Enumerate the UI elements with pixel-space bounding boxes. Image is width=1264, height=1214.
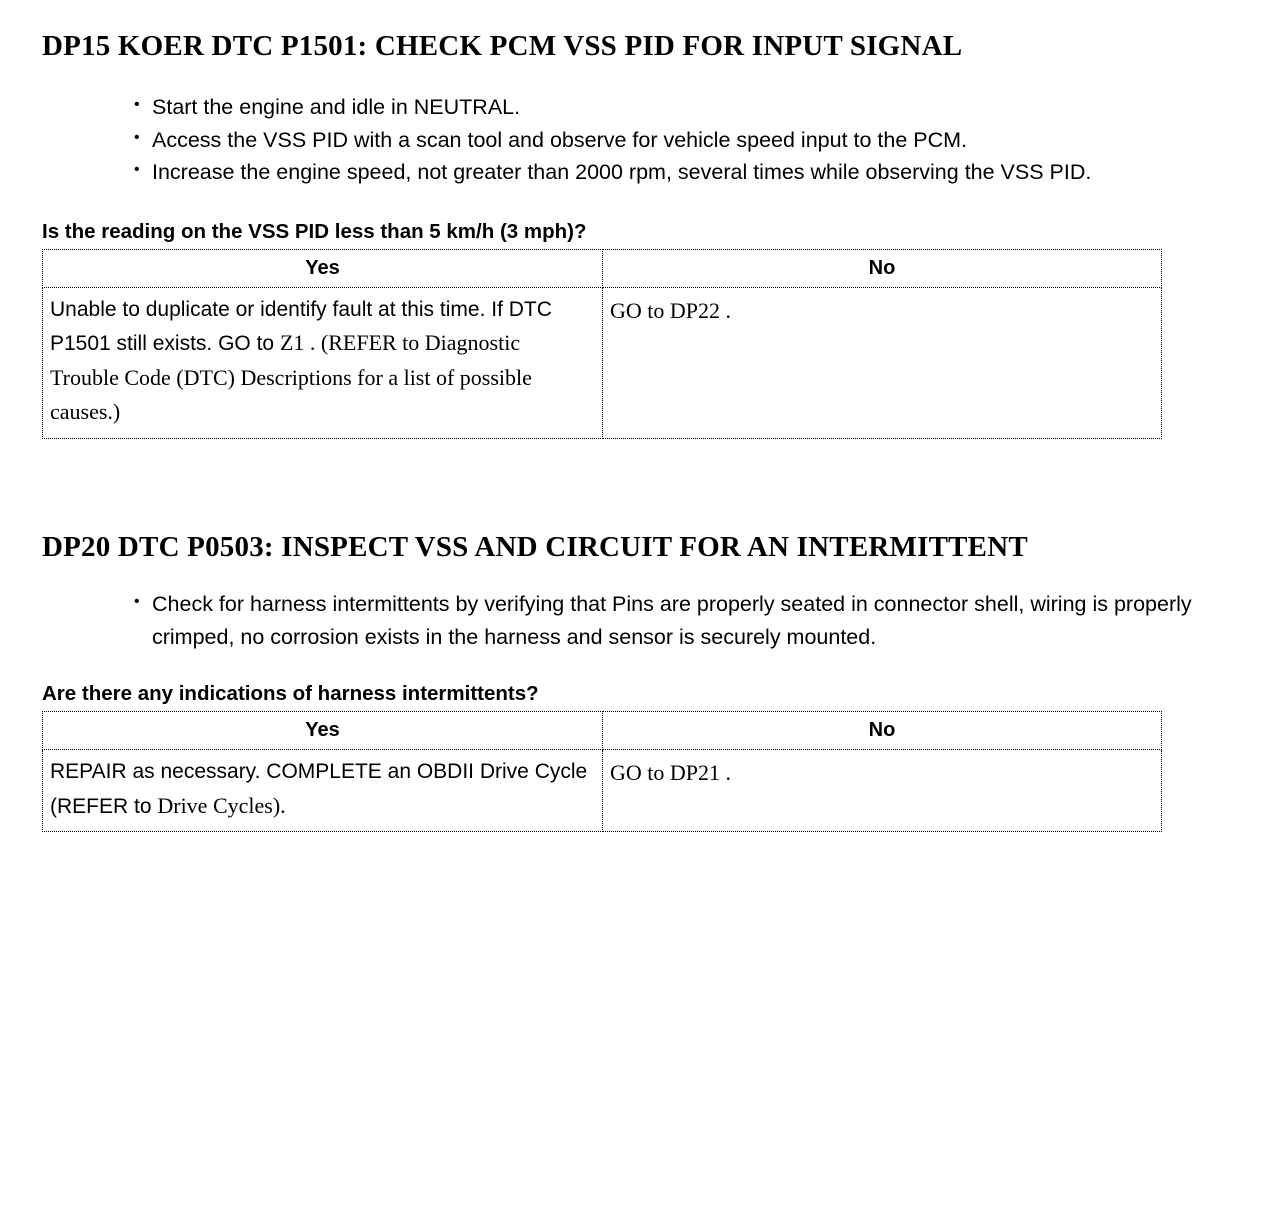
spacer: [42, 189, 1228, 219]
bullet-list-dp15: [42, 91, 1228, 189]
spacer: [42, 653, 1228, 681]
cell-no-action-dp20: [603, 750, 1162, 832]
no-link-dp21[interactable]: DP21: [669, 760, 721, 786]
yes-no-table-dp20: [42, 711, 1162, 832]
bullet-dot-icon: •: [134, 96, 140, 114]
spacer: [42, 566, 1228, 588]
column-header-yes: Yes: [43, 249, 603, 287]
column-header-no: No: [603, 712, 1162, 750]
yes-link-drive-cycles[interactable]: Drive Cycles: [157, 792, 273, 818]
yes-no-table-dp15: [42, 249, 1162, 439]
list-item: [134, 124, 1228, 157]
bullet-dot-icon: •: [134, 161, 140, 179]
no-link-dp22[interactable]: DP22: [669, 297, 721, 323]
section-dp15: [0, 0, 1264, 439]
table-row: [43, 287, 1162, 438]
section-dp20: [0, 529, 1264, 832]
no-text-part-1: GO to: [610, 760, 670, 786]
page-title-dp20: DP20 DTC P0503: INSPECT VSS AND CIRCUIT FOR AN INTERMITTENT: [42, 530, 1028, 563]
yes-text-part-1: Unable to duplicate or identify fault at this time. If DTC P1501 still exists. GO to: [50, 297, 552, 356]
no-text-part-2: .: [720, 760, 732, 786]
list-item: [134, 156, 1228, 189]
bullet-dot-icon: •: [134, 128, 140, 146]
question-dp20: Are there any indications of harness intermittents?: [42, 682, 539, 706]
table-header-row: [43, 712, 1162, 750]
question-dp15: Is the reading on the VSS PID less than 5 km/h (3 mph)?: [42, 220, 587, 244]
spacer: [0, 439, 1264, 529]
yes-text-part-2: ).: [272, 792, 286, 818]
cell-yes-action-dp20: [43, 750, 603, 832]
list-item: [134, 588, 1228, 653]
yes-link-z1[interactable]: Z1: [279, 330, 305, 356]
table-header-row: [43, 249, 1162, 287]
no-text-part-1: GO to: [610, 297, 670, 323]
table-row: [43, 750, 1162, 832]
list-item-text: Increase the engine speed, not greater than 2000 rpm, several times while observing the VSS PID.: [152, 160, 1092, 185]
list-item-text: Check for harness intermittents by verifying that Pins are properly seated in connector shell, wiring is properly crimped, no corrosion exists in the harness and sensor is securely mounted.: [152, 592, 1192, 649]
bullet-list-dp20: [42, 588, 1228, 653]
list-item: [134, 91, 1228, 124]
spacer: [42, 65, 1228, 91]
no-text-part-2: .: [720, 297, 732, 323]
page-title-dp15: DP15 KOER DTC P1501: CHECK PCM VSS PID FOR INPUT SIGNAL: [42, 30, 963, 62]
yes-text-part-1: REPAIR as necessary. COMPLETE an OBDII Drive Cycle (REFER to: [50, 760, 588, 818]
column-header-no: No: [603, 249, 1162, 287]
list-item-text: Start the engine and idle in NEUTRAL.: [152, 95, 521, 120]
column-header-yes: Yes: [43, 712, 603, 750]
cell-no-action-dp15: [603, 287, 1162, 438]
list-item-text: Access the VSS PID with a scan tool and observe for vehicle speed input to the PCM.: [152, 127, 968, 152]
cell-yes-action-dp15: [43, 287, 603, 438]
yes-text-part-2: . (REFER to Diagnostic Trouble Code (DTC) Descriptions for a list of possible causes.): [50, 330, 532, 425]
bullet-dot-icon: •: [134, 593, 140, 611]
